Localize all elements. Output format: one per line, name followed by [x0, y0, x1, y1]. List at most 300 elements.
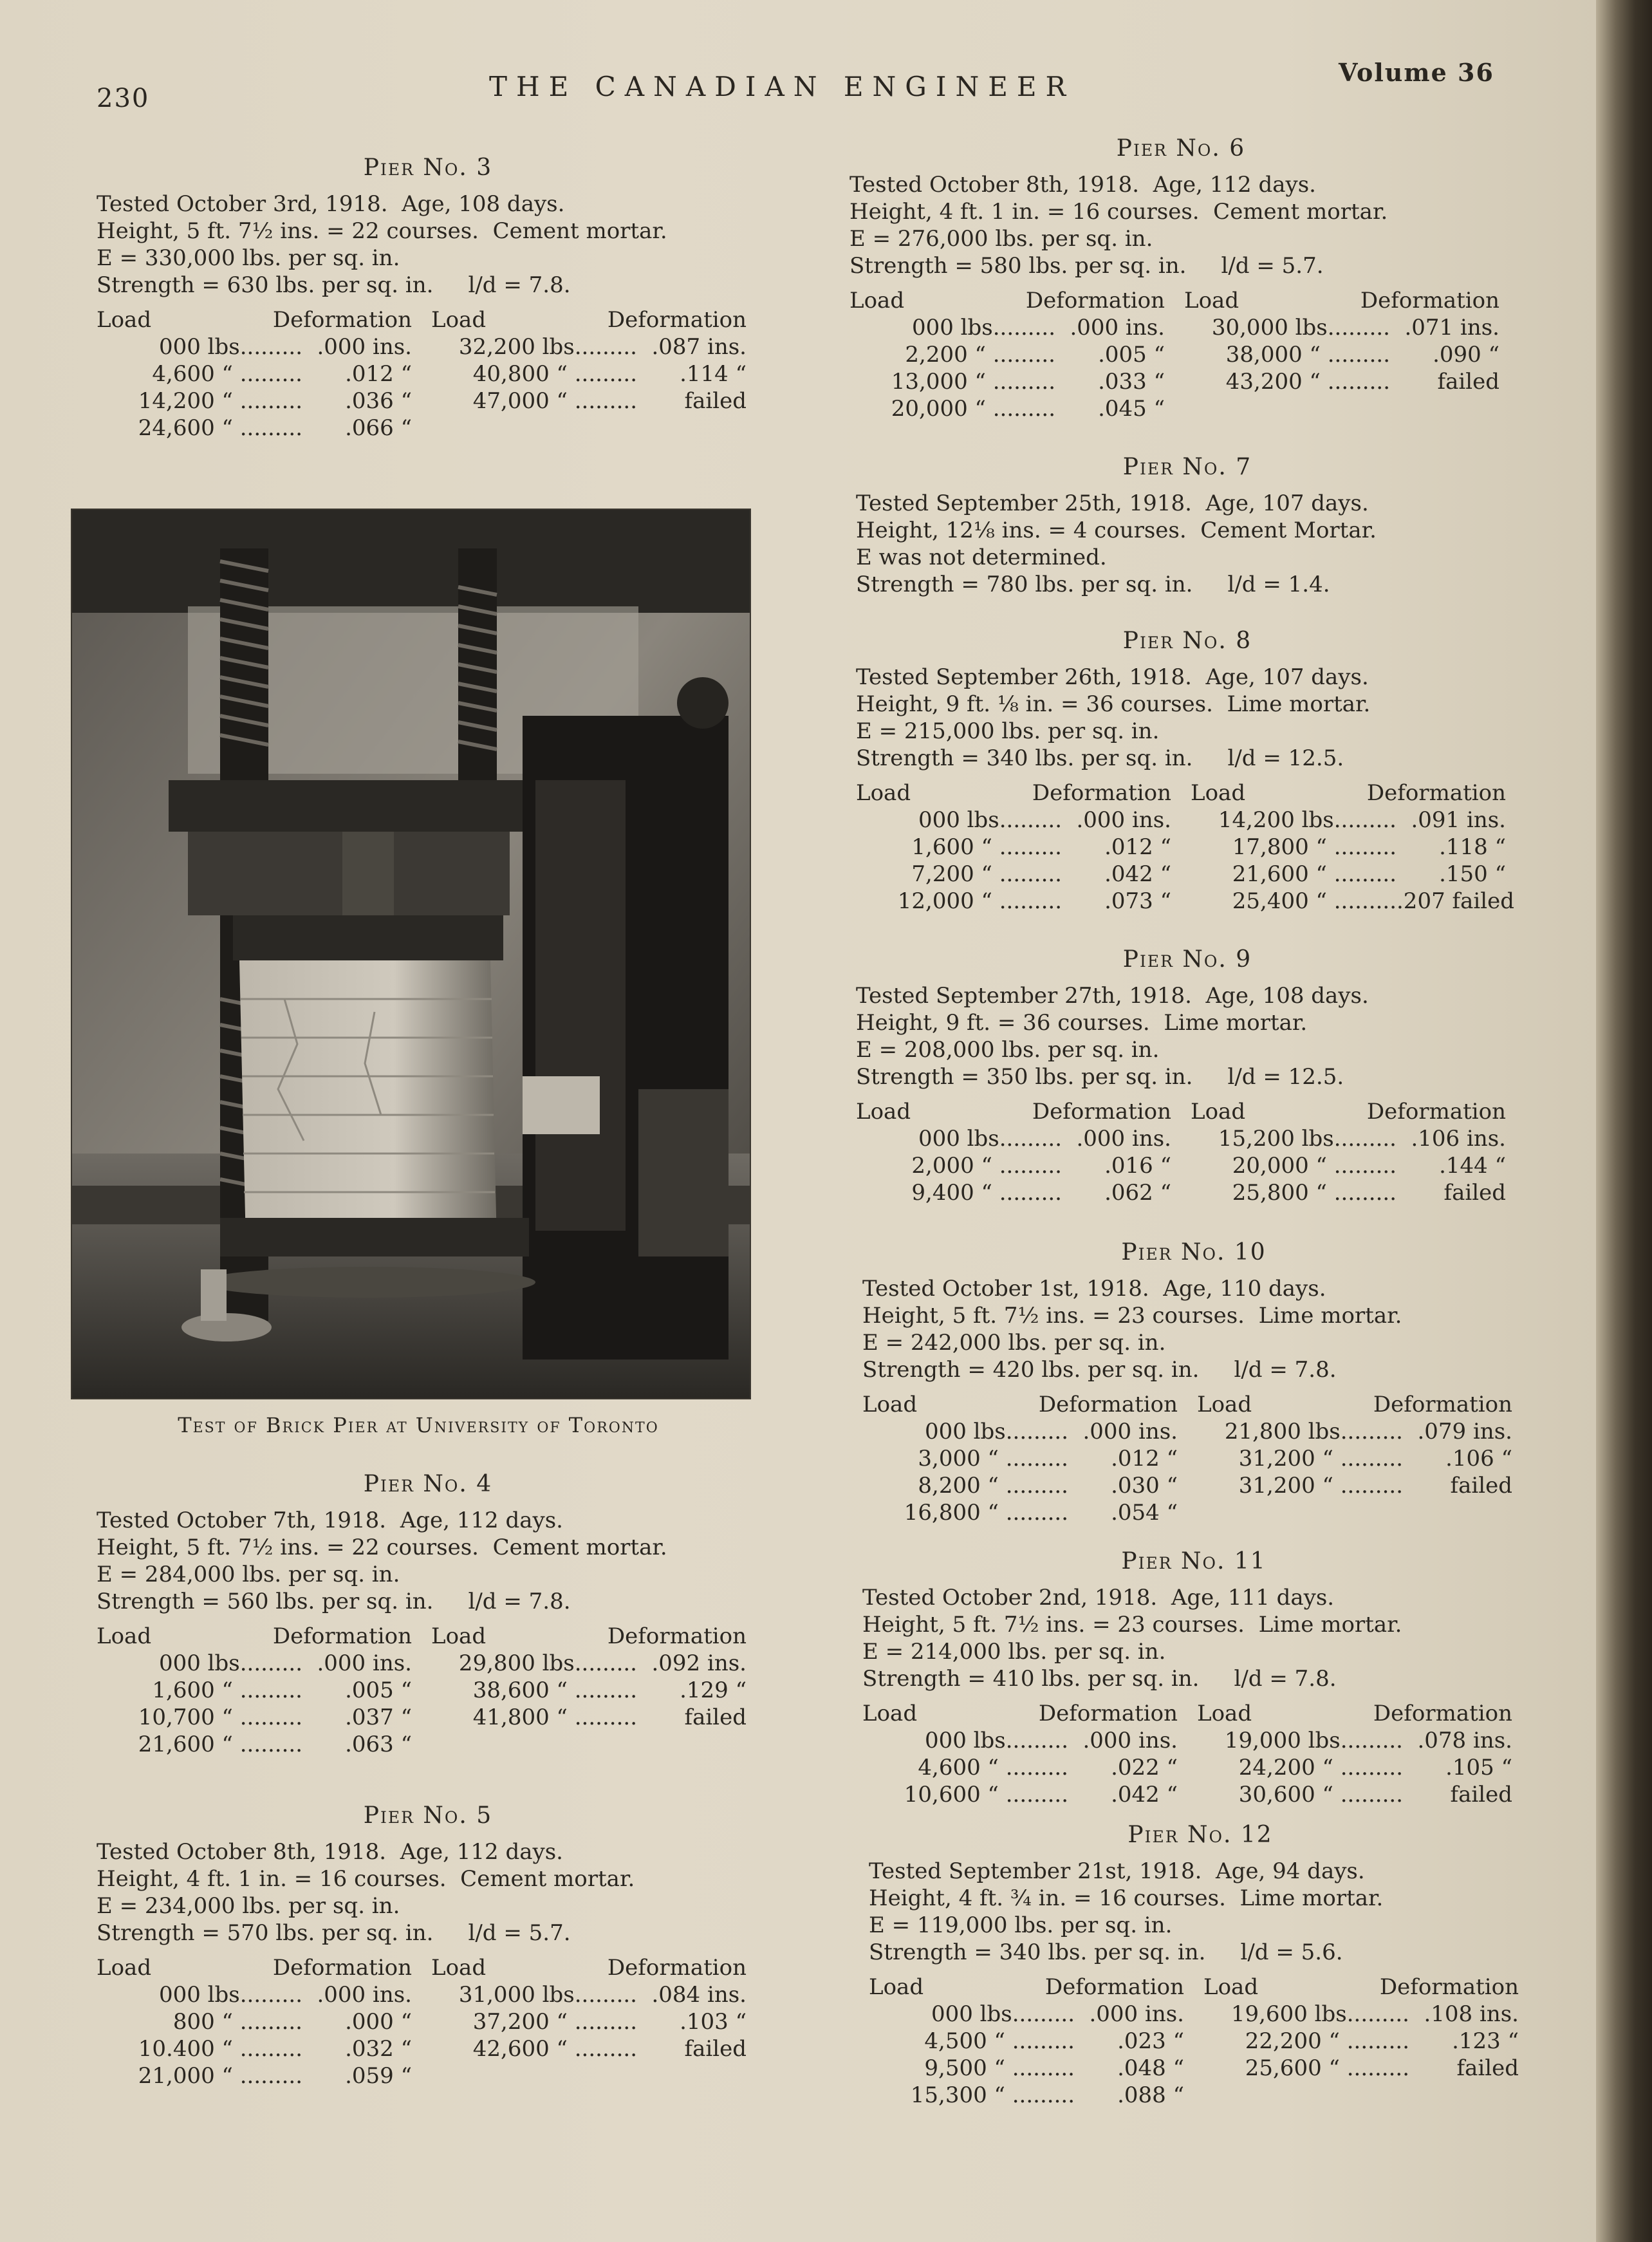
load-cell: 15,200 lbs......... [1218, 1126, 1397, 1152]
table-row [869, 2082, 1203, 2109]
load-cell: 000 lbs......... [924, 1728, 1068, 1753]
table-row [431, 333, 753, 360]
table-row [856, 888, 1191, 915]
deformation-cell: .005 “ [345, 1677, 412, 1703]
deformation-cell: .022 “ [1111, 1755, 1178, 1780]
pier-title: Pier No. 10 [1121, 1239, 1267, 1266]
load-cell: 9,500 “ ......... [924, 2055, 1075, 2081]
pier-spec-line: Tested September 25th, 1918. Age, 107 days. [856, 490, 1369, 516]
deformation-header: Deformation [272, 1623, 412, 1649]
deformation-header: Deformation [607, 1955, 747, 1981]
table-row [862, 1418, 1197, 1445]
load-header: Load [97, 1955, 152, 1981]
pier-spec-line: Strength = 410 lbs. per sq. in. l/d = 7.8. [862, 1666, 1337, 1692]
pier-title: Pier No. 5 [363, 1802, 493, 1829]
load-cell: 12,000 “ ......... [897, 888, 1062, 914]
deformation-header: Deformation [607, 1623, 747, 1649]
pier-title: Pier No. 3 [363, 154, 493, 181]
load-header: Load [1191, 780, 1246, 806]
load-cell: 19,000 lbs......... [1224, 1728, 1403, 1753]
table-row [1184, 341, 1506, 368]
pier-spec-line: Tested October 2nd, 1918. Age, 111 days. [862, 1585, 1335, 1611]
deformation-cell: .000 “ [345, 2009, 412, 2035]
deformation-header: Deformation [1038, 1701, 1178, 1726]
pier-spec-line: Height, 4 ft. 1 in. = 16 courses. Cement mortar. [97, 1866, 635, 1892]
load-cell: 43,200 “ ......... [1225, 369, 1390, 395]
table-row [1203, 2001, 1525, 2028]
volume-label: Volume 36 [1339, 58, 1494, 87]
table-row [849, 368, 1184, 395]
load-cell: 47,000 “ ......... [472, 388, 637, 414]
load-cell: 20,000 “ ......... [891, 396, 1055, 422]
deformation-cell: .054 “ [1111, 1500, 1178, 1526]
table-header-row [1197, 1700, 1519, 1727]
table-row [862, 1499, 1197, 1526]
pier-section [862, 1548, 1525, 1808]
load-deformation-column [97, 1623, 431, 1758]
load-header: Load [431, 1623, 487, 1649]
table-header-row [97, 1954, 431, 1981]
pier-spec-line: Strength = 580 lbs. per sq. in. l/d = 5.7. [849, 253, 1324, 279]
pier-title: Pier No. 9 [1122, 946, 1252, 973]
table-header-row [1184, 287, 1506, 314]
load-cell: 14,200 lbs......... [1218, 807, 1397, 833]
load-cell: 1,600 “ ......... [911, 834, 1062, 860]
table-row [431, 388, 753, 415]
pier-spec-line: Strength = 560 lbs. per sq. in. l/d = 7.8. [97, 1589, 571, 1614]
load-header: Load [431, 1955, 487, 1981]
load-cell: 40,800 “ ......... [472, 361, 637, 387]
deformation-cell: .042 “ [1111, 1782, 1178, 1808]
table-row [431, 1677, 753, 1704]
deformation-header: Deformation [1032, 780, 1171, 806]
load-deformation-column [97, 1954, 431, 2089]
pier-title: Pier No. 8 [1122, 628, 1252, 654]
deformation-cell: .005 “ [1098, 342, 1165, 368]
pier-spec-line: Tested October 3rd, 1918. Age, 108 days. [97, 191, 565, 217]
pier-section [862, 1239, 1525, 1526]
table-row [849, 395, 1184, 422]
deformation-header: Deformation [1373, 1701, 1512, 1726]
table-row [1184, 368, 1506, 395]
load-header: Load [856, 780, 911, 806]
pier-spec-line: E = 215,000 lbs. per sq. in. [856, 718, 1160, 744]
load-cell: 7,200 “ ......... [911, 861, 1062, 887]
deformation-cell: .016 “ [1104, 1153, 1171, 1179]
deformation-cell: failed [1450, 1473, 1512, 1499]
deformation-cell: .088 “ [1117, 2082, 1184, 2108]
deformation-cell: .000 ins. [317, 1650, 412, 1676]
load-deformation-column [1203, 1974, 1525, 2109]
deformation-cell: .033 “ [1098, 369, 1165, 395]
table-header-row [97, 1623, 431, 1650]
deformation-cell: .063 “ [345, 1732, 412, 1757]
table-row [869, 2055, 1203, 2082]
table-row [862, 1754, 1197, 1781]
pier-spec-line: Strength = 780 lbs. per sq. in. l/d = 1.4. [856, 572, 1330, 597]
table-row [862, 1445, 1197, 1472]
table-row [1191, 1125, 1512, 1152]
pier-spec-line: Tested September 26th, 1918. Age, 107 days. [856, 664, 1369, 690]
deformation-cell: .066 “ [345, 415, 412, 441]
deformation-cell: .106 “ [1445, 1446, 1512, 1471]
load-cell: 10.400 “ ......... [138, 2036, 302, 2062]
load-header: Load [856, 1099, 911, 1125]
table-row [869, 2001, 1203, 2028]
table-row [1197, 1781, 1519, 1808]
deformation-header: Deformation [1032, 1099, 1171, 1125]
load-header: Load [869, 1974, 924, 2000]
load-header: Load [1191, 1099, 1246, 1125]
deformation-cell: failed [684, 2036, 747, 2062]
deformation-cell: .042 “ [1104, 861, 1171, 887]
pier-section [849, 135, 1512, 422]
load-header: Load [862, 1392, 918, 1417]
load-cell: 000 lbs......... [918, 1126, 1062, 1152]
load-cell: 2,200 “ ......... [905, 342, 1055, 368]
load-cell: 3,000 “ ......... [918, 1446, 1068, 1471]
table-row [431, 1704, 753, 1731]
brick-pier-test-photo [71, 509, 751, 1399]
table-header-row [1197, 1391, 1519, 1418]
pier-spec-line: E = 242,000 lbs. per sq. in. [862, 1330, 1166, 1356]
table-row [1191, 834, 1512, 861]
load-cell: 13,000 “ ......... [891, 369, 1055, 395]
table-row [97, 2008, 431, 2035]
table-row [431, 2008, 753, 2035]
table-row [856, 834, 1191, 861]
deformation-cell: .000 ins. [1082, 1419, 1178, 1444]
load-cell: 20,000 “ ......... [1232, 1153, 1397, 1179]
load-deformation-table [856, 780, 1519, 915]
load-cell: 10,700 “ ......... [138, 1705, 302, 1730]
load-deformation-column [856, 780, 1191, 915]
deformation-cell: failed [684, 1705, 747, 1730]
load-deformation-table [97, 1954, 759, 2089]
pier-section [869, 1822, 1532, 2109]
table-row [862, 1781, 1197, 1808]
table-row [97, 360, 431, 388]
table-row [431, 360, 753, 388]
deformation-cell: failed [1450, 1782, 1512, 1808]
pier-spec-line: Tested October 1st, 1918. Age, 110 days. [862, 1276, 1326, 1302]
load-deformation-table [856, 1098, 1519, 1206]
load-deformation-column [862, 1700, 1197, 1808]
deformation-cell: .000 ins. [1070, 315, 1165, 341]
deformation-cell: .000 ins. [1089, 2001, 1184, 2027]
pier-spec-line: Height, 5 ft. 7½ ins. = 22 courses. Cement mortar. [97, 1535, 667, 1560]
table-row [431, 2035, 753, 2062]
deformation-cell: failed [1437, 369, 1499, 395]
load-cell: 24,600 “ ......... [138, 415, 302, 441]
load-cell: 38,600 “ ......... [472, 1677, 637, 1703]
load-cell: 16,800 “ ......... [904, 1500, 1068, 1526]
load-cell: 4,500 “ ......... [924, 2028, 1075, 2054]
load-deformation-table [97, 306, 759, 442]
load-header: Load [849, 288, 905, 313]
pier-spec-line: E = 276,000 lbs. per sq. in. [849, 226, 1153, 252]
load-cell: 31,200 “ ......... [1238, 1473, 1403, 1499]
table-header-row [862, 1391, 1197, 1418]
table-header-row [856, 780, 1191, 807]
load-cell: 29,800 lbs......... [458, 1650, 637, 1676]
load-header: Load [1197, 1392, 1252, 1417]
book-gutter [1596, 0, 1652, 2242]
load-cell: 4,600 “ ......... [918, 1755, 1068, 1780]
table-row [97, 1677, 431, 1704]
load-cell: 2,000 “ ......... [911, 1153, 1062, 1179]
load-cell: 24,200 “ ......... [1238, 1755, 1403, 1780]
load-deformation-column [1197, 1700, 1519, 1808]
load-cell: 10,600 “ ......... [904, 1782, 1068, 1808]
load-cell: 000 lbs......... [911, 315, 1055, 341]
load-deformation-table [862, 1391, 1525, 1526]
pier-spec-line: Tested September 21st, 1918. Age, 94 days. [869, 1858, 1365, 1884]
load-deformation-column [431, 306, 753, 442]
load-cell: 21,600 “ ......... [1232, 861, 1397, 887]
pier-spec-line: Tested October 7th, 1918. Age, 112 days. [97, 1508, 563, 1533]
pier-title: Pier No. 11 [1121, 1548, 1267, 1574]
pier-spec-line: Height, 5 ft. 7½ ins. = 23 courses. Lime mortar. [862, 1303, 1402, 1329]
pier-section [97, 1471, 759, 1758]
deformation-cell: .079 ins. [1417, 1419, 1512, 1444]
load-cell: 4,600 “ ......... [152, 361, 302, 387]
load-cell: 30,600 “ ......... [1238, 1782, 1403, 1808]
table-row [97, 1981, 431, 2008]
pier-spec-line: Tested October 8th, 1918. Age, 112 days. [849, 172, 1316, 198]
pier-section [97, 154, 759, 442]
table-row [1191, 888, 1512, 915]
table-row [431, 1650, 753, 1677]
table-row [862, 1472, 1197, 1499]
pier-spec-line: E = 284,000 lbs. per sq. in. [97, 1562, 400, 1587]
load-cell: 37,200 “ ......... [472, 2009, 637, 2035]
deformation-cell: .012 “ [1104, 834, 1171, 860]
table-row [849, 314, 1184, 341]
deformation-cell: .032 “ [345, 2036, 412, 2062]
table-row [97, 1731, 431, 1758]
deformation-header: Deformation [1360, 288, 1499, 313]
load-cell: 21,000 “ ......... [138, 2063, 302, 2089]
deformation-cell: .012 “ [345, 361, 412, 387]
pier-spec-line: E = 119,000 lbs. per sq. in. [869, 1912, 1173, 1938]
table-row [862, 1727, 1197, 1754]
pier-spec-line: Strength = 340 lbs. per sq. in. l/d = 12.5. [856, 745, 1344, 771]
pier-spec-line: Strength = 350 lbs. per sq. in. l/d = 12.5. [856, 1064, 1344, 1090]
pier-spec-line: E = 330,000 lbs. per sq. in. [97, 245, 400, 271]
load-cell: 800 “ ......... [172, 2009, 302, 2035]
load-header: Load [1203, 1974, 1259, 2000]
table-header-row [97, 306, 431, 333]
deformation-cell: .023 “ [1117, 2028, 1184, 2054]
pier-spec-line: E = 208,000 lbs. per sq. in. [856, 1037, 1160, 1063]
load-cell: 31,200 “ ......... [1238, 1446, 1403, 1471]
deformation-cell: .073 “ [1104, 888, 1171, 914]
pier-section [856, 946, 1519, 1206]
table-row [856, 861, 1191, 888]
table-header-row [1191, 1098, 1512, 1125]
table-header-row [1203, 1974, 1525, 2001]
load-cell: 25,800 “ ......... [1232, 1180, 1397, 1206]
load-header: Load [97, 1623, 152, 1649]
deformation-header: Deformation [272, 307, 412, 333]
deformation-cell: .000 ins. [317, 1982, 412, 2008]
table-row [1203, 2055, 1525, 2082]
deformation-cell: .012 “ [1111, 1446, 1178, 1471]
deformation-header: Deformation [607, 307, 747, 333]
load-cell: 41,800 “ ......... [472, 1705, 637, 1730]
pier-spec-line: Height, 9 ft. ⅛ in. = 36 courses. Lime mortar. [856, 691, 1371, 717]
deformation-cell: .062 “ [1104, 1180, 1171, 1206]
table-header-row [431, 1623, 753, 1650]
load-deformation-column [862, 1391, 1197, 1526]
table-header-row [862, 1700, 1197, 1727]
table-row [849, 341, 1184, 368]
pier-spec-line: Height, 4 ft. 1 in. = 16 courses. Cement mortar. [849, 199, 1388, 225]
pier-spec-line: E = 214,000 lbs. per sq. in. [862, 1639, 1166, 1665]
deformation-header: Deformation [1366, 1099, 1506, 1125]
deformation-cell: .036 “ [345, 388, 412, 414]
table-row [1197, 1472, 1519, 1499]
deformation-cell: failed [684, 388, 747, 414]
table-header-row [856, 1098, 1191, 1125]
table-row [1203, 2028, 1525, 2055]
pier-spec-line: Height, 4 ft. ¾ in. = 16 courses. Lime mortar. [869, 1885, 1384, 1911]
pier-spec-line: E was not determined. [856, 545, 1107, 570]
deformation-header: Deformation [1038, 1392, 1178, 1417]
deformation-cell: .103 “ [680, 2009, 747, 2035]
deformation-cell: .071 ins. [1404, 315, 1499, 341]
load-deformation-column [97, 306, 431, 442]
load-cell: 38,000 “ ......... [1225, 342, 1390, 368]
table-row [1197, 1727, 1519, 1754]
deformation-cell: .037 “ [345, 1705, 412, 1730]
pier-spec-line: Height, 5 ft. 7½ ins. = 23 courses. Lime mortar. [862, 1612, 1402, 1638]
load-cell: 000 lbs......... [158, 334, 302, 360]
load-cell: 17,800 “ ......... [1232, 834, 1397, 860]
load-deformation-table [862, 1700, 1525, 1808]
table-header-row [849, 287, 1184, 314]
deformation-header: Deformation [1373, 1392, 1512, 1417]
load-cell: 000 lbs......... [924, 1419, 1068, 1444]
deformation-cell: .207 failed [1397, 888, 1514, 914]
deformation-cell: .092 ins. [651, 1650, 747, 1676]
table-row [1197, 1418, 1519, 1445]
load-cell: 19,600 lbs......... [1230, 2001, 1409, 2027]
load-header: Load [862, 1701, 918, 1726]
deformation-cell: .048 “ [1117, 2055, 1184, 2081]
table-row [1191, 861, 1512, 888]
pier-spec-line: E = 234,000 lbs. per sq. in. [97, 1893, 400, 1919]
load-cell: 21,800 lbs......... [1224, 1419, 1403, 1444]
deformation-header: Deformation [1379, 1974, 1519, 2000]
load-cell: 9,400 “ ......... [911, 1180, 1062, 1206]
pier-spec-line: Height, 12⅛ ins. = 4 courses. Cement Mortar. [856, 518, 1377, 543]
table-row [856, 1179, 1191, 1206]
pier-section [97, 1802, 759, 2089]
journal-title: THE CANADIAN ENGINEER [489, 71, 1075, 102]
load-header: Load [431, 307, 487, 333]
table-header-row [431, 306, 753, 333]
load-cell: 31,000 lbs......... [458, 1982, 637, 2008]
pier-spec-line: Strength = 630 lbs. per sq. in. l/d = 7.8. [97, 272, 571, 298]
load-cell: 8,200 “ ......... [918, 1473, 1068, 1499]
pier-section [856, 628, 1519, 915]
table-row [97, 2035, 431, 2062]
load-deformation-column [849, 287, 1184, 422]
pier-spec-line: Tested October 8th, 1918. Age, 112 days. [97, 1839, 563, 1865]
load-header: Load [97, 307, 152, 333]
pier-title: Pier No. 7 [1122, 454, 1252, 480]
load-cell: 000 lbs......... [931, 2001, 1075, 2027]
deformation-cell: .030 “ [1111, 1473, 1178, 1499]
pier-spec-line: Strength = 570 lbs. per sq. in. l/d = 5.7. [97, 1920, 571, 1946]
load-cell: 32,200 lbs......... [458, 334, 637, 360]
deformation-cell: .129 “ [680, 1677, 747, 1703]
table-row [431, 1981, 753, 2008]
load-deformation-column [431, 1623, 753, 1758]
deformation-cell: .045 “ [1098, 396, 1165, 422]
load-deformation-column [1184, 287, 1506, 422]
load-deformation-column [1191, 780, 1512, 915]
table-header-row [1191, 780, 1512, 807]
load-cell: 14,200 “ ......... [138, 388, 302, 414]
deformation-cell: .000 ins. [1082, 1728, 1178, 1753]
deformation-cell: failed [1443, 1180, 1506, 1206]
load-cell: 15,300 “ ......... [910, 2082, 1075, 2108]
load-cell: 1,600 “ ......... [152, 1677, 302, 1703]
deformation-header: Deformation [1044, 1974, 1184, 2000]
load-cell: 30,000 lbs......... [1211, 315, 1390, 341]
load-cell: 25,400 “ ......... [1232, 888, 1397, 914]
load-deformation-table [97, 1623, 759, 1758]
table-row [1197, 1445, 1519, 1472]
table-row [856, 1125, 1191, 1152]
load-cell: 21,600 “ ......... [138, 1732, 302, 1757]
load-deformation-column [431, 1954, 753, 2089]
table-row [1191, 807, 1512, 834]
page-number: 230 [97, 84, 150, 113]
table-row [97, 415, 431, 442]
deformation-cell: .105 “ [1445, 1755, 1512, 1780]
deformation-cell: .114 “ [680, 361, 747, 387]
pier-section [856, 454, 1519, 598]
deformation-cell: .000 ins. [1076, 1126, 1171, 1152]
deformation-header: Deformation [272, 1955, 412, 1981]
table-row [856, 807, 1191, 834]
load-deformation-column [869, 1974, 1203, 2109]
pier-spec-line: Height, 5 ft. 7½ ins. = 22 courses. Cement mortar. [97, 218, 667, 244]
deformation-cell: .078 ins. [1417, 1728, 1512, 1753]
deformation-cell: .084 ins. [651, 1982, 747, 2008]
table-row [97, 388, 431, 415]
pier-spec-line: Strength = 420 lbs. per sq. in. l/d = 7.8. [862, 1357, 1337, 1383]
table-row [97, 1650, 431, 1677]
pier-title: Pier No. 4 [363, 1471, 493, 1497]
deformation-header: Deformation [1025, 288, 1165, 313]
deformation-cell: .150 “ [1439, 861, 1506, 887]
table-row [97, 1704, 431, 1731]
deformation-cell: .106 ins. [1411, 1126, 1506, 1152]
table-row [1184, 314, 1506, 341]
table-row [1197, 1754, 1519, 1781]
load-cell: 000 lbs......... [918, 807, 1062, 833]
deformation-cell: .091 ins. [1411, 807, 1506, 833]
load-deformation-table [869, 1974, 1532, 2109]
table-row [1191, 1152, 1512, 1179]
load-deformation-column [1197, 1391, 1519, 1526]
load-deformation-column [1191, 1098, 1512, 1206]
